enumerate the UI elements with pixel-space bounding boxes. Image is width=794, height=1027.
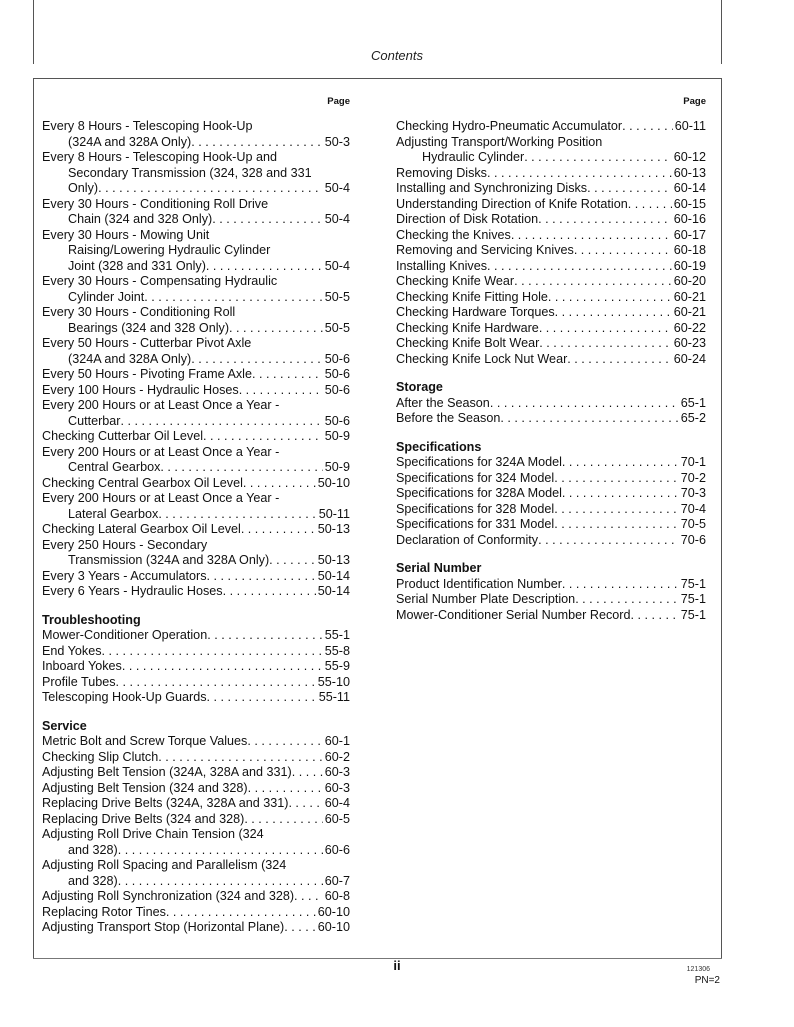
toc-entry[interactable] — [42, 305, 350, 336]
toc-entry-text: Serial Number Plate Description — [396, 592, 576, 606]
toc-page-number: 60-1 — [324, 734, 350, 748]
toc-entry-text: Before the Season — [396, 411, 501, 425]
toc-entry-text: Cylinder Joint — [68, 289, 145, 304]
toc-page-number: 55-10 — [317, 674, 350, 689]
toc-entry-text: Checking Lateral Gearbox Oil Level — [42, 522, 241, 536]
toc-entry[interactable] — [42, 569, 350, 585]
dot-leader — [144, 290, 322, 306]
dot-leader — [487, 259, 672, 275]
toc-entry[interactable] — [42, 522, 350, 538]
toc-entry[interactable] — [42, 920, 350, 936]
toc-page-number: 60-17 — [673, 227, 706, 242]
toc-entry-text: Chain (324 and 328 Only) — [68, 212, 213, 226]
toc-page-number: 60-11 — [674, 119, 706, 133]
toc-page-number: 60-18 — [673, 243, 706, 257]
toc-page-number: 60-3 — [324, 765, 350, 779]
toc-entry[interactable] — [396, 411, 706, 427]
dot-leader — [207, 690, 317, 706]
toc-entry-text: Telescoping Hook-Up Guards — [42, 690, 207, 704]
toc-page-number: 60-4 — [324, 796, 350, 810]
toc-entry-text: Checking the Knives — [396, 227, 511, 242]
toc-page-number: 60-22 — [673, 320, 706, 335]
toc-entry[interactable] — [396, 166, 706, 182]
dot-leader — [574, 243, 672, 259]
toc-page-number: 70-1 — [680, 455, 706, 469]
toc-page-number: 50-6 — [324, 382, 350, 397]
toc-entry-text: Product Identification Number — [396, 576, 562, 591]
dot-leader — [490, 396, 679, 412]
toc-page-number: 50-6 — [324, 367, 350, 381]
toc-entry-text: Inboard Yokes — [42, 659, 122, 673]
toc-entry[interactable] — [42, 197, 350, 228]
dot-leader — [212, 212, 323, 228]
toc-entry-text: (324A and 328A Only) — [68, 134, 192, 149]
toc-entry[interactable] — [396, 135, 706, 166]
toc-entry-text: Adjusting Belt Tension (324 and 328) — [42, 780, 248, 795]
toc-entry[interactable] — [396, 212, 706, 228]
dot-leader — [241, 522, 316, 538]
toc-entry[interactable] — [42, 429, 350, 445]
dot-leader — [98, 181, 323, 197]
toc-entry-text: Every 6 Years - Hydraulic Hoses — [42, 584, 223, 598]
toc-entry-text: Checking Cutterbar Oil Level — [42, 429, 203, 443]
toc-entry[interactable] — [42, 491, 350, 522]
toc-entry[interactable] — [42, 336, 350, 367]
toc-entry-text: Every 50 Hours - Cutterbar Pivot Axle — [42, 336, 252, 350]
toc-entry[interactable] — [42, 274, 350, 305]
toc-page-number: 50-13 — [317, 553, 350, 567]
toc-entry-text: Cutterbar — [68, 413, 121, 428]
section-title: Specifications — [396, 439, 482, 454]
toc-entry[interactable] — [396, 517, 706, 533]
toc-entry-text: Every 8 Hours - Telescoping Hook-Up — [42, 119, 253, 133]
toc-entry[interactable] — [396, 577, 706, 593]
toc-entry-text: Mower-Conditioner Serial Number Record — [396, 607, 631, 622]
toc-entry[interactable] — [396, 608, 706, 624]
section-title: Storage — [396, 380, 443, 394]
dot-leader — [243, 476, 316, 492]
toc-entry-text: Mower-Conditioner Operation — [42, 628, 208, 642]
toc-entry[interactable] — [396, 455, 706, 471]
toc-entry-text: Replacing Drive Belts (324A, 328A and 331) — [42, 796, 289, 810]
toc-entry-text: Specifications for 328 Model — [396, 501, 555, 516]
dot-leader — [229, 321, 323, 337]
toc-page-number: 60-10 — [317, 920, 350, 934]
toc-entry[interactable] — [42, 905, 350, 921]
toc-entry[interactable] — [42, 675, 350, 691]
toc-entry[interactable] — [396, 533, 706, 549]
toc-entry-text: Every 3 Years - Accumulators — [42, 568, 207, 583]
toc-page-number: 50-9 — [324, 429, 350, 443]
toc-entry[interactable] — [42, 644, 350, 660]
toc-entry[interactable] — [396, 119, 706, 135]
toc-page-number: 50-9 — [324, 460, 350, 474]
dot-leader — [158, 750, 323, 766]
toc-page-number: 75-1 — [680, 592, 706, 606]
dot-leader — [288, 796, 322, 812]
toc-page-number: 75-1 — [680, 576, 706, 591]
dot-leader — [207, 569, 316, 585]
toc-entry-text: Checking Knife Bolt Wear — [396, 336, 540, 350]
dot-leader — [554, 502, 679, 518]
toc-page-number: 50-11 — [318, 506, 350, 521]
toc-entry[interactable] — [42, 584, 350, 600]
dot-leader — [554, 517, 679, 533]
dot-leader — [121, 414, 323, 430]
toc-page-number: 60-10 — [317, 904, 350, 919]
dot-leader — [122, 659, 323, 675]
toc-page-number: 50-14 — [317, 568, 350, 583]
toc-entry-text: Adjusting Transport/Working Position — [396, 134, 603, 149]
dot-leader — [206, 259, 323, 275]
toc-entry-text: Checking Slip Clutch — [42, 749, 159, 764]
dot-leader — [539, 321, 672, 337]
toc-entry-text: and 328) — [68, 873, 118, 888]
page-column-label: Page — [683, 96, 706, 107]
toc-entry[interactable] — [396, 290, 706, 306]
toc-entry-text: After the Season — [396, 395, 490, 410]
toc-page-number: 70-2 — [680, 470, 706, 485]
dot-leader — [118, 843, 323, 859]
toc-page-number: 60-5 — [324, 811, 350, 826]
toc-entry[interactable] — [42, 889, 350, 905]
toc-entry-text: Removing and Servicing Knives — [396, 243, 574, 257]
dot-leader — [166, 905, 316, 921]
toc-entry[interactable] — [42, 690, 350, 706]
dot-leader — [239, 383, 323, 399]
toc-entry-text: Specifications for 328A Model — [396, 486, 562, 500]
toc-entry-text: Understanding Direction of Knife Rotation — [396, 196, 628, 211]
dot-leader — [555, 305, 672, 321]
dot-leader — [514, 274, 672, 290]
dot-leader — [294, 889, 323, 905]
section-title: Serial Number — [396, 561, 482, 575]
toc-entry[interactable] — [396, 502, 706, 518]
toc-entry-text: Every 8 Hours - Telescoping Hook-Up and — [42, 150, 277, 164]
toc-entry-text: Replacing Rotor Tines — [42, 904, 166, 919]
dot-leader — [524, 150, 672, 166]
dot-leader — [538, 533, 679, 549]
toc-entry-text: Checking Hardware Torques — [396, 305, 555, 319]
section-title: Service — [42, 718, 87, 733]
toc-entry-text: Adjusting Roll Spacing and Parallelism (324 — [42, 858, 287, 872]
dot-leader — [191, 352, 323, 368]
toc-entry-text: Transmission (324A and 328A Only) — [68, 553, 270, 567]
toc-page-number: 60-21 — [673, 289, 706, 304]
toc-page-number: 50-6 — [324, 413, 350, 428]
dot-leader — [539, 336, 672, 352]
toc-entry-text: Adjusting Transport Stop (Horizontal Plane) — [42, 920, 285, 934]
toc-entry[interactable] — [42, 750, 350, 766]
toc-entry-text: Checking Hydro-Pneumatic Accumulator — [396, 119, 623, 133]
toc-entry-text: Every 30 Hours - Conditioning Roll — [42, 305, 236, 319]
toc-page-number: 50-4 — [324, 258, 350, 273]
toc-entry-text: Every 30 Hours - Compensating Hydraulic — [42, 274, 278, 288]
toc-entry-text: Specifications for 331 Model — [396, 517, 555, 531]
toc-entry[interactable] — [396, 471, 706, 487]
toc-page-number: 60-20 — [673, 274, 706, 288]
dot-leader — [252, 367, 323, 383]
toc-entry[interactable] — [42, 119, 350, 150]
toc-page-number: 70-5 — [680, 517, 706, 531]
toc-entry[interactable] — [42, 628, 350, 644]
toc-entry-text: Central Gearbox — [68, 460, 161, 474]
toc-entry[interactable] — [42, 659, 350, 675]
toc-page-number: 65-1 — [680, 395, 706, 410]
dot-leader — [575, 592, 679, 608]
dot-leader — [548, 290, 672, 306]
toc-entry[interactable] — [396, 181, 706, 197]
toc-entry-text: Profile Tubes — [42, 674, 116, 689]
toc-entry[interactable] — [42, 150, 350, 197]
dot-leader — [244, 812, 322, 828]
toc-entry[interactable] — [396, 352, 706, 368]
toc-entry-text: Specifications for 324 Model — [396, 470, 555, 485]
toc-page-number: 50-14 — [317, 584, 350, 598]
toc-entry[interactable] — [42, 734, 350, 750]
toc-entry-text: Hydraulic Cylinder — [422, 150, 525, 164]
dot-leader — [500, 411, 678, 427]
toc-entry[interactable] — [42, 781, 350, 797]
dot-leader — [562, 486, 679, 502]
toc-page-number: 50-3 — [324, 134, 350, 149]
toc-column-right — [396, 95, 706, 623]
toc-entry-text: Every 30 Hours - Conditioning Roll Drive — [42, 196, 269, 211]
toc-entry-text: Every 200 Hours or at Least Once a Year - — [42, 444, 280, 459]
toc-page-number: 70-6 — [680, 532, 706, 547]
toc-entry[interactable] — [42, 383, 350, 399]
toc-entry-text: Joint (328 and 331 Only) — [68, 258, 206, 273]
dot-leader — [223, 584, 316, 600]
dot-leader — [567, 352, 672, 368]
toc-page-number: 50-4 — [324, 181, 350, 195]
toc-page-number: 60-13 — [673, 165, 706, 180]
toc-page-number: 60-19 — [673, 258, 706, 273]
toc-entry-text: Checking Knife Lock Nut Wear — [396, 351, 568, 366]
toc-entry-text: Checking Knife Hardware — [396, 320, 539, 335]
toc-page-number: 60-15 — [673, 196, 706, 211]
toc-entry[interactable] — [396, 243, 706, 259]
dot-leader — [247, 734, 322, 750]
toc-page-number: 50-6 — [324, 351, 350, 366]
toc-entry-text: Installing and Synchronizing Disks — [396, 181, 588, 195]
toc-page-number: 60-24 — [673, 351, 706, 366]
dot-leader — [487, 166, 672, 182]
toc-page-number: 60-2 — [324, 749, 350, 764]
toc-entry-text: Adjusting Roll Drive Chain Tension (324 — [42, 827, 264, 841]
toc-page-number: 50-4 — [324, 212, 350, 226]
dot-leader — [158, 507, 316, 523]
toc-entry[interactable] — [42, 367, 350, 383]
dot-leader — [511, 228, 672, 244]
toc-page-number: 60-16 — [673, 212, 706, 226]
toc-entry-text: Every 250 Hours - Secondary — [42, 537, 208, 552]
toc-entry-text: Every 30 Hours - Mowing Unit — [42, 227, 210, 242]
toc-entry-text: Every 100 Hours - Hydraulic Hoses — [42, 382, 239, 397]
toc-entry[interactable] — [396, 336, 706, 352]
dot-leader — [587, 181, 672, 197]
toc-page-number: 65-2 — [680, 411, 706, 425]
toc-entry-text: Only) — [68, 181, 99, 195]
dot-leader — [562, 577, 679, 593]
toc-page-number: 70-3 — [680, 486, 706, 500]
dot-leader — [248, 781, 323, 797]
dot-leader — [284, 920, 316, 936]
toc-entry-text: Specifications for 324A Model — [396, 455, 562, 469]
toc-entry-text: (324A and 328A Only) — [68, 351, 192, 366]
toc-entry-text: Direction of Disk Rotation — [396, 212, 539, 226]
toc-page-number: 60-6 — [324, 842, 350, 857]
page-title: Contents — [370, 48, 424, 63]
toc-entry[interactable] — [42, 858, 350, 889]
toc-entry-text: Checking Knife Wear — [396, 274, 515, 288]
toc-page-number: 55-8 — [324, 643, 350, 658]
toc-entry-text: Raising/Lowering Hydraulic Cylinder — [68, 243, 271, 257]
dot-leader — [554, 471, 679, 487]
toc-entry[interactable] — [42, 827, 350, 858]
toc-entry[interactable] — [42, 398, 350, 429]
toc-entry[interactable] — [42, 796, 350, 812]
dot-leader — [116, 675, 316, 691]
toc-entry-text: Declaration of Conformity — [396, 532, 539, 547]
toc-entry-text: Replacing Drive Belts (324 and 328) — [42, 811, 245, 826]
toc-page-number: 60-3 — [324, 780, 350, 795]
toc-entry[interactable] — [42, 445, 350, 476]
toc-page-number: 60-14 — [673, 181, 706, 195]
dot-leader — [630, 608, 678, 624]
dot-leader — [207, 628, 323, 644]
toc-entry-text: Every 200 Hours or at Least Once a Year - — [42, 398, 280, 412]
dot-leader — [191, 135, 323, 151]
pn-label: PN=2 — [694, 975, 720, 986]
dot-leader — [118, 874, 323, 890]
dot-leader — [102, 644, 323, 660]
toc-entry[interactable] — [396, 486, 706, 502]
toc-entry-text: Adjusting Roll Synchronization (324 and 328) — [42, 889, 295, 903]
toc-column-left — [42, 95, 350, 936]
toc-entry-text: End Yokes — [42, 643, 102, 658]
dot-leader — [160, 460, 322, 476]
toc-entry-text: Installing Knives — [396, 258, 488, 273]
toc-entry-text: and 328) — [68, 842, 118, 857]
toc-entry[interactable] — [396, 274, 706, 290]
toc-entry[interactable] — [396, 228, 706, 244]
dot-leader — [269, 553, 316, 569]
section-title: Troubleshooting — [42, 612, 141, 627]
toc-page-number: 60-12 — [673, 150, 706, 164]
dot-leader — [538, 212, 672, 228]
toc-page-number: 60-23 — [673, 336, 706, 350]
toc-entry-text: Checking Central Gearbox Oil Level — [42, 475, 243, 490]
toc-entry[interactable] — [42, 476, 350, 492]
toc-page-number: 55-1 — [324, 628, 350, 642]
toc-entry-text: Secondary Transmission (324, 328 and 331 — [68, 165, 312, 180]
toc-page-number: 50-5 — [324, 320, 350, 335]
toc-entry-text: Lateral Gearbox — [68, 506, 159, 521]
dot-leader — [562, 455, 679, 471]
toc-entry[interactable] — [42, 228, 350, 275]
toc-entry[interactable] — [42, 538, 350, 569]
page-number: ii — [393, 958, 401, 973]
toc-entry-text: Removing Disks — [396, 165, 487, 180]
toc-entry[interactable] — [396, 321, 706, 337]
toc-entry[interactable] — [42, 765, 350, 781]
toc-entry-text: Bearings (324 and 328 Only) — [68, 320, 230, 335]
toc-entry[interactable] — [396, 305, 706, 321]
toc-entry[interactable] — [396, 259, 706, 275]
toc-entry[interactable] — [42, 812, 350, 828]
toc-page-number: 50-5 — [324, 289, 350, 304]
toc-entry[interactable] — [396, 592, 706, 608]
dot-leader — [622, 119, 673, 135]
toc-entry[interactable] — [396, 396, 706, 412]
toc-entry-text: Metric Bolt and Screw Torque Values — [42, 734, 248, 748]
page-column-label: Page — [327, 96, 350, 107]
toc-page-number: 60-7 — [324, 873, 350, 888]
toc-page-number: 75-1 — [680, 607, 706, 622]
toc-page-number: 60-8 — [324, 889, 350, 903]
document-code: 121306 — [686, 966, 710, 973]
toc-page-number: 60-21 — [673, 305, 706, 319]
toc-entry-text: Checking Knife Fitting Hole — [396, 289, 548, 304]
toc-entry-text: Every 200 Hours or at Least Once a Year - — [42, 491, 280, 505]
toc-page-number: 55-11 — [318, 690, 350, 704]
toc-page-number: 70-4 — [680, 501, 706, 516]
toc-page-number: 50-13 — [317, 522, 350, 536]
toc-page-number: 50-10 — [317, 475, 350, 490]
toc-page-number: 55-9 — [324, 659, 350, 673]
toc-entry-text: Every 50 Hours - Pivoting Frame Axle — [42, 367, 252, 381]
toc-entry-text: Adjusting Belt Tension (324A, 328A and 331) — [42, 765, 292, 779]
dot-leader — [292, 765, 323, 781]
toc-entry[interactable] — [396, 197, 706, 213]
dot-leader — [628, 197, 672, 213]
dot-leader — [203, 429, 323, 445]
